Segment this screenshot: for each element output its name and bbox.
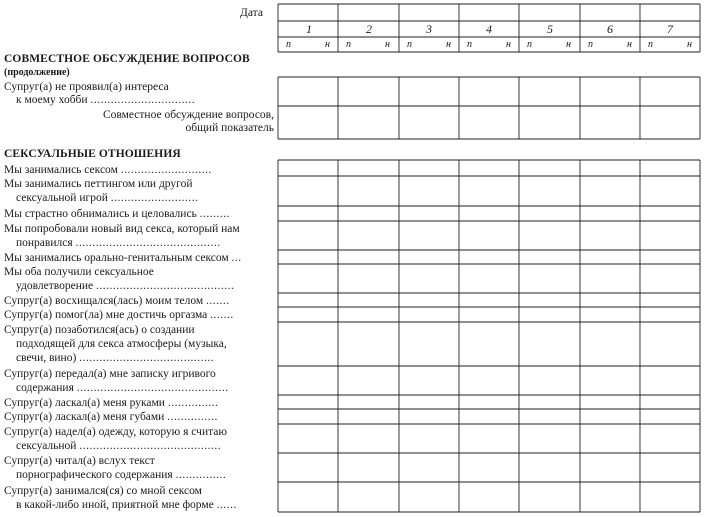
day-7-p: п (648, 39, 653, 50)
day-7-n: н (687, 39, 692, 50)
day-number-2: 2 (366, 22, 372, 36)
day-number-1: 1 (306, 22, 312, 36)
day-6-p: п (588, 39, 593, 50)
item-label: Супруг(а) занимался(ся) со мной сексом (4, 485, 202, 497)
section-title-sexual-relations: СЕКСУАЛЬНЫЕ ОТНОШЕНИЯ (4, 148, 181, 160)
item-label: Супруг(а) помог(ла) мне достичь оргазма ....... (4, 309, 234, 321)
day-number-6: 6 (607, 22, 613, 36)
item-label: порнографического содержания ............... (16, 469, 227, 481)
day-number-4: 4 (486, 22, 492, 36)
item-label: Мы страстно обнимались и целовались ......... (4, 208, 231, 220)
item-label: Супруг(а) читал(а) вслух текст (4, 455, 155, 467)
day-1-p: п (286, 39, 291, 50)
section-title-discussion: СОВМЕСТНОЕ ОБСУЖДЕНИЕ ВОПРОСОВ (4, 53, 250, 65)
total-label: Совместное обсуждение вопросов, (102, 109, 274, 121)
item-label: сексуальной игрой .......................... (16, 192, 199, 204)
item-label: Супруг(а) ласкал(а) меня губами ............... (4, 411, 218, 423)
item-label: Супруг(а) ласкал(а) меня руками ............... (4, 397, 219, 409)
item-label: Мы оба получили сексуальное (4, 266, 154, 278)
day-number-5: 5 (547, 22, 553, 36)
day-3-p: п (407, 39, 412, 50)
item-label: Супруг(а) надел(а) одежду, которую я считаю (4, 426, 227, 438)
item-label: к моему хобби ............................... (16, 94, 196, 106)
item-label: Супруг(а) не проявил(а) интереса (4, 81, 169, 93)
day-1-n: н (325, 39, 330, 50)
item-label: подходящей для секса атмосферы (музыка, (16, 338, 227, 350)
date-label: Дата (240, 7, 263, 19)
day-5-n: н (566, 39, 571, 50)
item-label: Мы занимались орально-генитальным сексом ... (4, 252, 242, 264)
day-2-n: н (385, 39, 390, 50)
day-2-p: п (346, 39, 351, 50)
day-number-3: 3 (426, 22, 432, 36)
item-label: в какой-либо иной, приятной мне форме ...... (16, 499, 237, 511)
item-label: понравился ........................................... (16, 237, 221, 249)
day-number-7: 7 (667, 22, 673, 36)
item-label: Супруг(а) передал(а) мне записку игривого (4, 368, 216, 380)
day-4-p: п (467, 39, 472, 50)
item-label: содержания ............................................. (16, 382, 229, 394)
total-label: общий показатель (185, 122, 274, 134)
item-label: Супруг(а) позаботился(ась) о создании (4, 324, 195, 336)
day-5-p: п (527, 39, 532, 50)
item-label: Супруг(а) восхищался(лась) моим телом ....... (4, 295, 230, 307)
day-3-n: н (446, 39, 451, 50)
item-label: Мы попробовали новый вид секса, который нам (4, 223, 240, 235)
item-label: Мы занимались сексом ........................... (4, 164, 212, 176)
item-label: свечи, вино) ........................................ (16, 352, 215, 364)
day-4-n: н (506, 39, 511, 50)
day-6-n: н (627, 39, 632, 50)
item-label: удовлетворение ......................................... (16, 280, 235, 292)
item-label: сексуальной .......................................... (16, 440, 222, 452)
section-subtitle-continuation: (продолжение) (4, 67, 70, 78)
item-label: Мы занимались петтингом или другой (4, 178, 193, 190)
